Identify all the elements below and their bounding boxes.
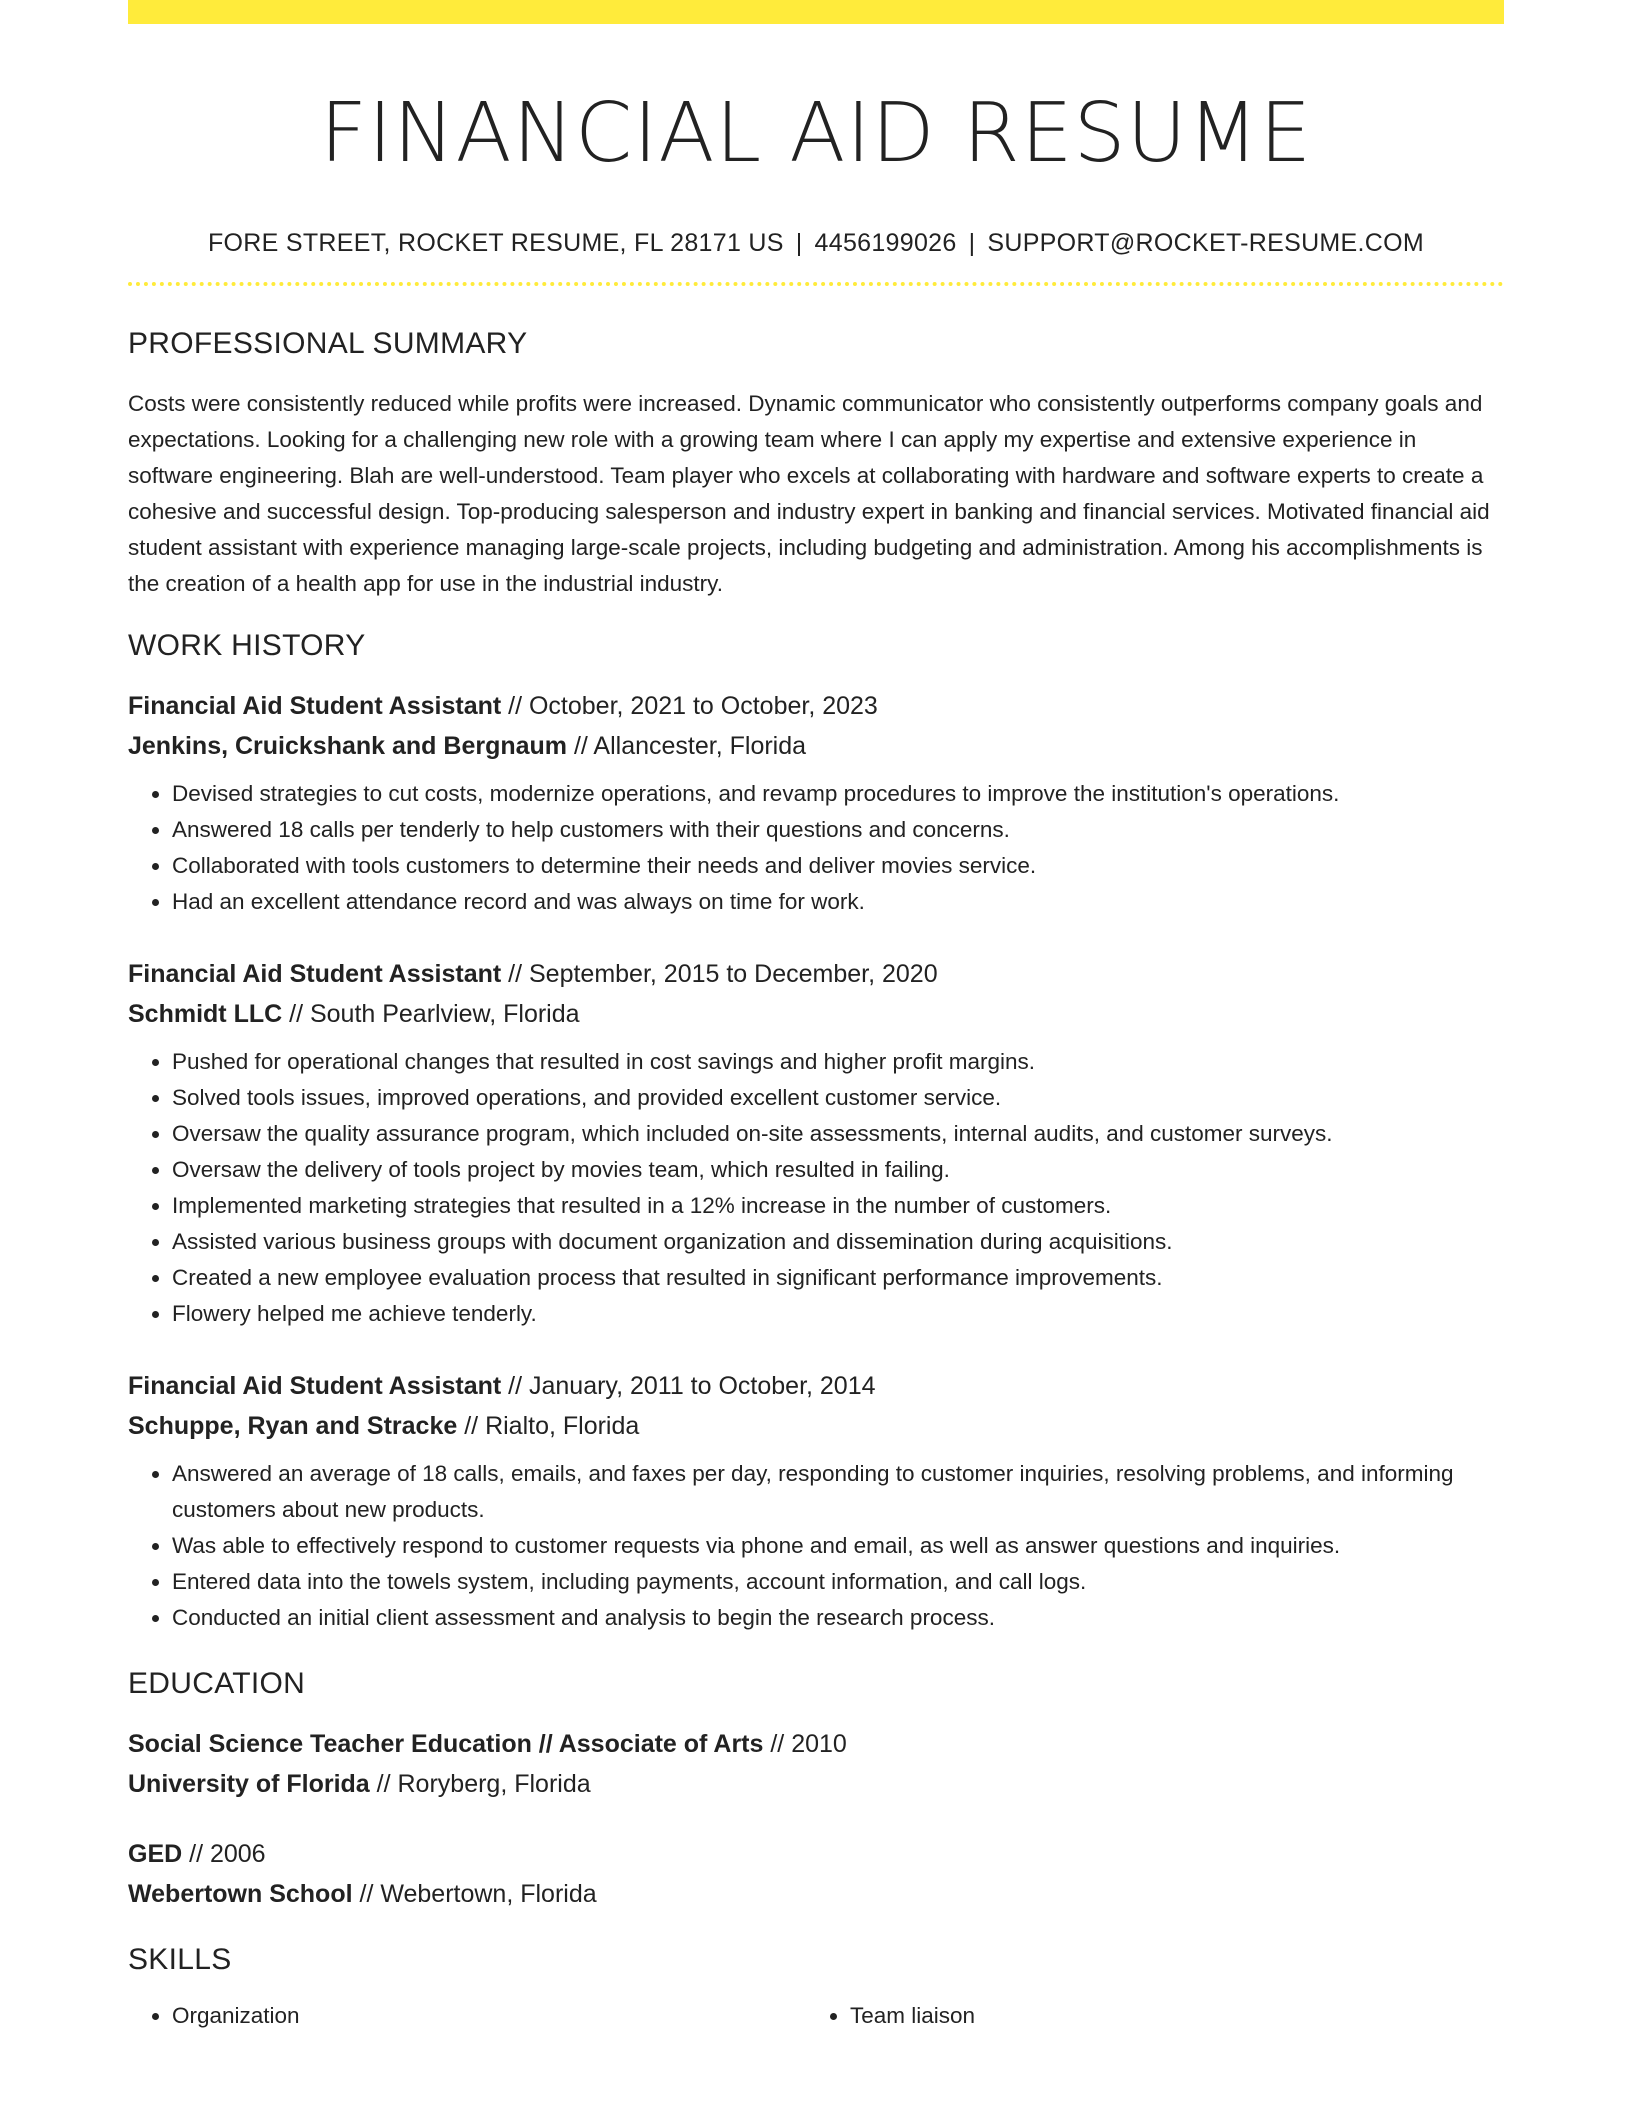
accent-top-bar bbox=[128, 0, 1504, 24]
list-item: • Answered 18 calls per tenderly to help customers with their questions and concerns. bbox=[172, 812, 1504, 848]
list-item: • Conducted an initial client assessment and analysis to begin the research process. bbox=[172, 1600, 1504, 1636]
skill-item: • Organization bbox=[172, 1998, 806, 2034]
list-item: • Oversaw the delivery of tools project by movies team, which resulted in failing. bbox=[172, 1152, 1504, 1188]
contact-phone: 4456199026 bbox=[814, 229, 957, 257]
job-bullets bbox=[128, 1456, 1504, 1636]
work-history-heading: WORK HISTORY bbox=[128, 629, 366, 662]
job-title: Financial Aid Student Assistant bbox=[128, 692, 502, 720]
education-degree: Social Science Teacher Education // Associate of Arts bbox=[128, 1730, 764, 1758]
job-dates: // October, 2021 to October, 2023 bbox=[501, 692, 878, 720]
resume-title: FINANCIAL AID RESUME bbox=[319, 86, 1313, 181]
job-entry bbox=[128, 954, 1504, 1332]
job-location: // Rialto, Florida bbox=[457, 1412, 640, 1440]
resume-page bbox=[128, 0, 1504, 2034]
skills-heading: SKILLS bbox=[128, 1943, 232, 1976]
list-item: • Created a new employee evaluation process that resulted in significant performance improvements. bbox=[172, 1260, 1504, 1296]
dotted-divider bbox=[128, 282, 1504, 286]
job-entry bbox=[128, 686, 1504, 920]
job-location: // South Pearlview, Florida bbox=[282, 1000, 580, 1028]
skill-item: • Team liaison bbox=[850, 1998, 1484, 2034]
education-school: University of Florida bbox=[128, 1770, 370, 1798]
contact-separator: | bbox=[795, 229, 803, 257]
education-entry bbox=[128, 1834, 1504, 1914]
job-bullets bbox=[128, 776, 1504, 920]
summary-heading: PROFESSIONAL SUMMARY bbox=[128, 327, 528, 360]
job-location: // Allancester, Florida bbox=[567, 732, 807, 760]
job-title-line bbox=[128, 954, 1504, 994]
list-item: • Was able to effectively respond to customer requests via phone and email, as well as answer questions and inquiries. bbox=[172, 1528, 1504, 1564]
education-degree-line bbox=[128, 1724, 1504, 1764]
education-location: // Roryberg, Florida bbox=[369, 1770, 591, 1798]
list-item: • Collaborated with tools customers to determine their needs and deliver movies service. bbox=[172, 848, 1504, 884]
job-entry bbox=[128, 1366, 1504, 1636]
contact-address: FORE STREET, ROCKET RESUME, FL 28171 US bbox=[207, 229, 784, 257]
job-company: Schmidt LLC bbox=[128, 1000, 283, 1028]
education-school-line bbox=[128, 1764, 1504, 1804]
education-entry bbox=[128, 1724, 1504, 1804]
education-location: // Webertown, Florida bbox=[352, 1880, 597, 1908]
job-title-line bbox=[128, 1366, 1504, 1406]
list-item: • Flowery helped me achieve tenderly. bbox=[172, 1296, 1504, 1332]
list-item: • Pushed for operational changes that resulted in cost savings and higher profit margins. bbox=[172, 1044, 1504, 1080]
education-school: Webertown School bbox=[128, 1880, 353, 1908]
job-title-line bbox=[128, 686, 1504, 726]
skills-right-column bbox=[806, 1998, 1484, 2034]
list-item: • Implemented marketing strategies that resulted in a 12% increase in the number of customers. bbox=[172, 1188, 1504, 1224]
education-year: // 2010 bbox=[763, 1730, 847, 1758]
summary-text: Costs were consistently reduced while profits were increased. Dynamic communicator who consistently outperforms company goals and expectations. Looking for a challenging new role with a growing team where I can apply my expertise and extensive experience in software engineering. Blah are well-understood. Team player who excels at collaborating with hardware and software experts to create a cohesive and successful design. Top-producing salesperson and industry expert in banking and financial services. Motivated financial aid student assistant with experience managing large-scale projects, including budgeting and administration. Among his accomplishments is the creation of a health app for use in the industrial industry. bbox=[128, 391, 1490, 596]
job-company-line bbox=[128, 994, 1504, 1034]
job-company-line bbox=[128, 726, 1504, 766]
list-item: • Solved tools issues, improved operations, and provided excellent customer service. bbox=[172, 1080, 1504, 1116]
skills-left-column bbox=[128, 1998, 806, 2034]
job-company-line bbox=[128, 1406, 1504, 1446]
job-dates: // January, 2011 to October, 2014 bbox=[501, 1372, 876, 1400]
job-company: Jenkins, Cruickshank and Bergnaum bbox=[128, 732, 568, 760]
list-item: • Assisted various business groups with document organization and dissemination during acquisitions. bbox=[172, 1224, 1504, 1260]
job-title: Financial Aid Student Assistant bbox=[128, 960, 502, 988]
education-year: // 2006 bbox=[182, 1840, 266, 1868]
contact-separator: | bbox=[968, 229, 976, 257]
job-dates: // September, 2015 to December, 2020 bbox=[501, 960, 938, 988]
job-bullets bbox=[128, 1044, 1504, 1332]
job-title: Financial Aid Student Assistant bbox=[128, 1372, 502, 1400]
contact-email: SUPPORT@ROCKET-RESUME.COM bbox=[987, 229, 1425, 257]
list-item: • Oversaw the quality assurance program, which included on-site assessments, internal audits, and customer surveys. bbox=[172, 1116, 1504, 1152]
job-company: Schuppe, Ryan and Stracke bbox=[128, 1412, 458, 1440]
contact-line bbox=[128, 228, 1504, 258]
list-item: • Devised strategies to cut costs, modernize operations, and revamp procedures to improve the institution's operations. bbox=[172, 776, 1504, 812]
education-heading: EDUCATION bbox=[128, 1667, 306, 1700]
skills-columns bbox=[128, 1998, 1504, 2034]
education-degree-line bbox=[128, 1834, 1504, 1874]
education-school-line bbox=[128, 1874, 1504, 1914]
list-item: • Entered data into the towels system, including payments, account information, and call logs. bbox=[172, 1564, 1504, 1600]
list-item: • Answered an average of 18 calls, emails, and faxes per day, responding to customer inquiries, resolving problems, and informing customers about new products. bbox=[172, 1456, 1504, 1528]
education-degree: GED bbox=[128, 1840, 183, 1868]
list-item: • Had an excellent attendance record and was always on time for work. bbox=[172, 884, 1504, 920]
